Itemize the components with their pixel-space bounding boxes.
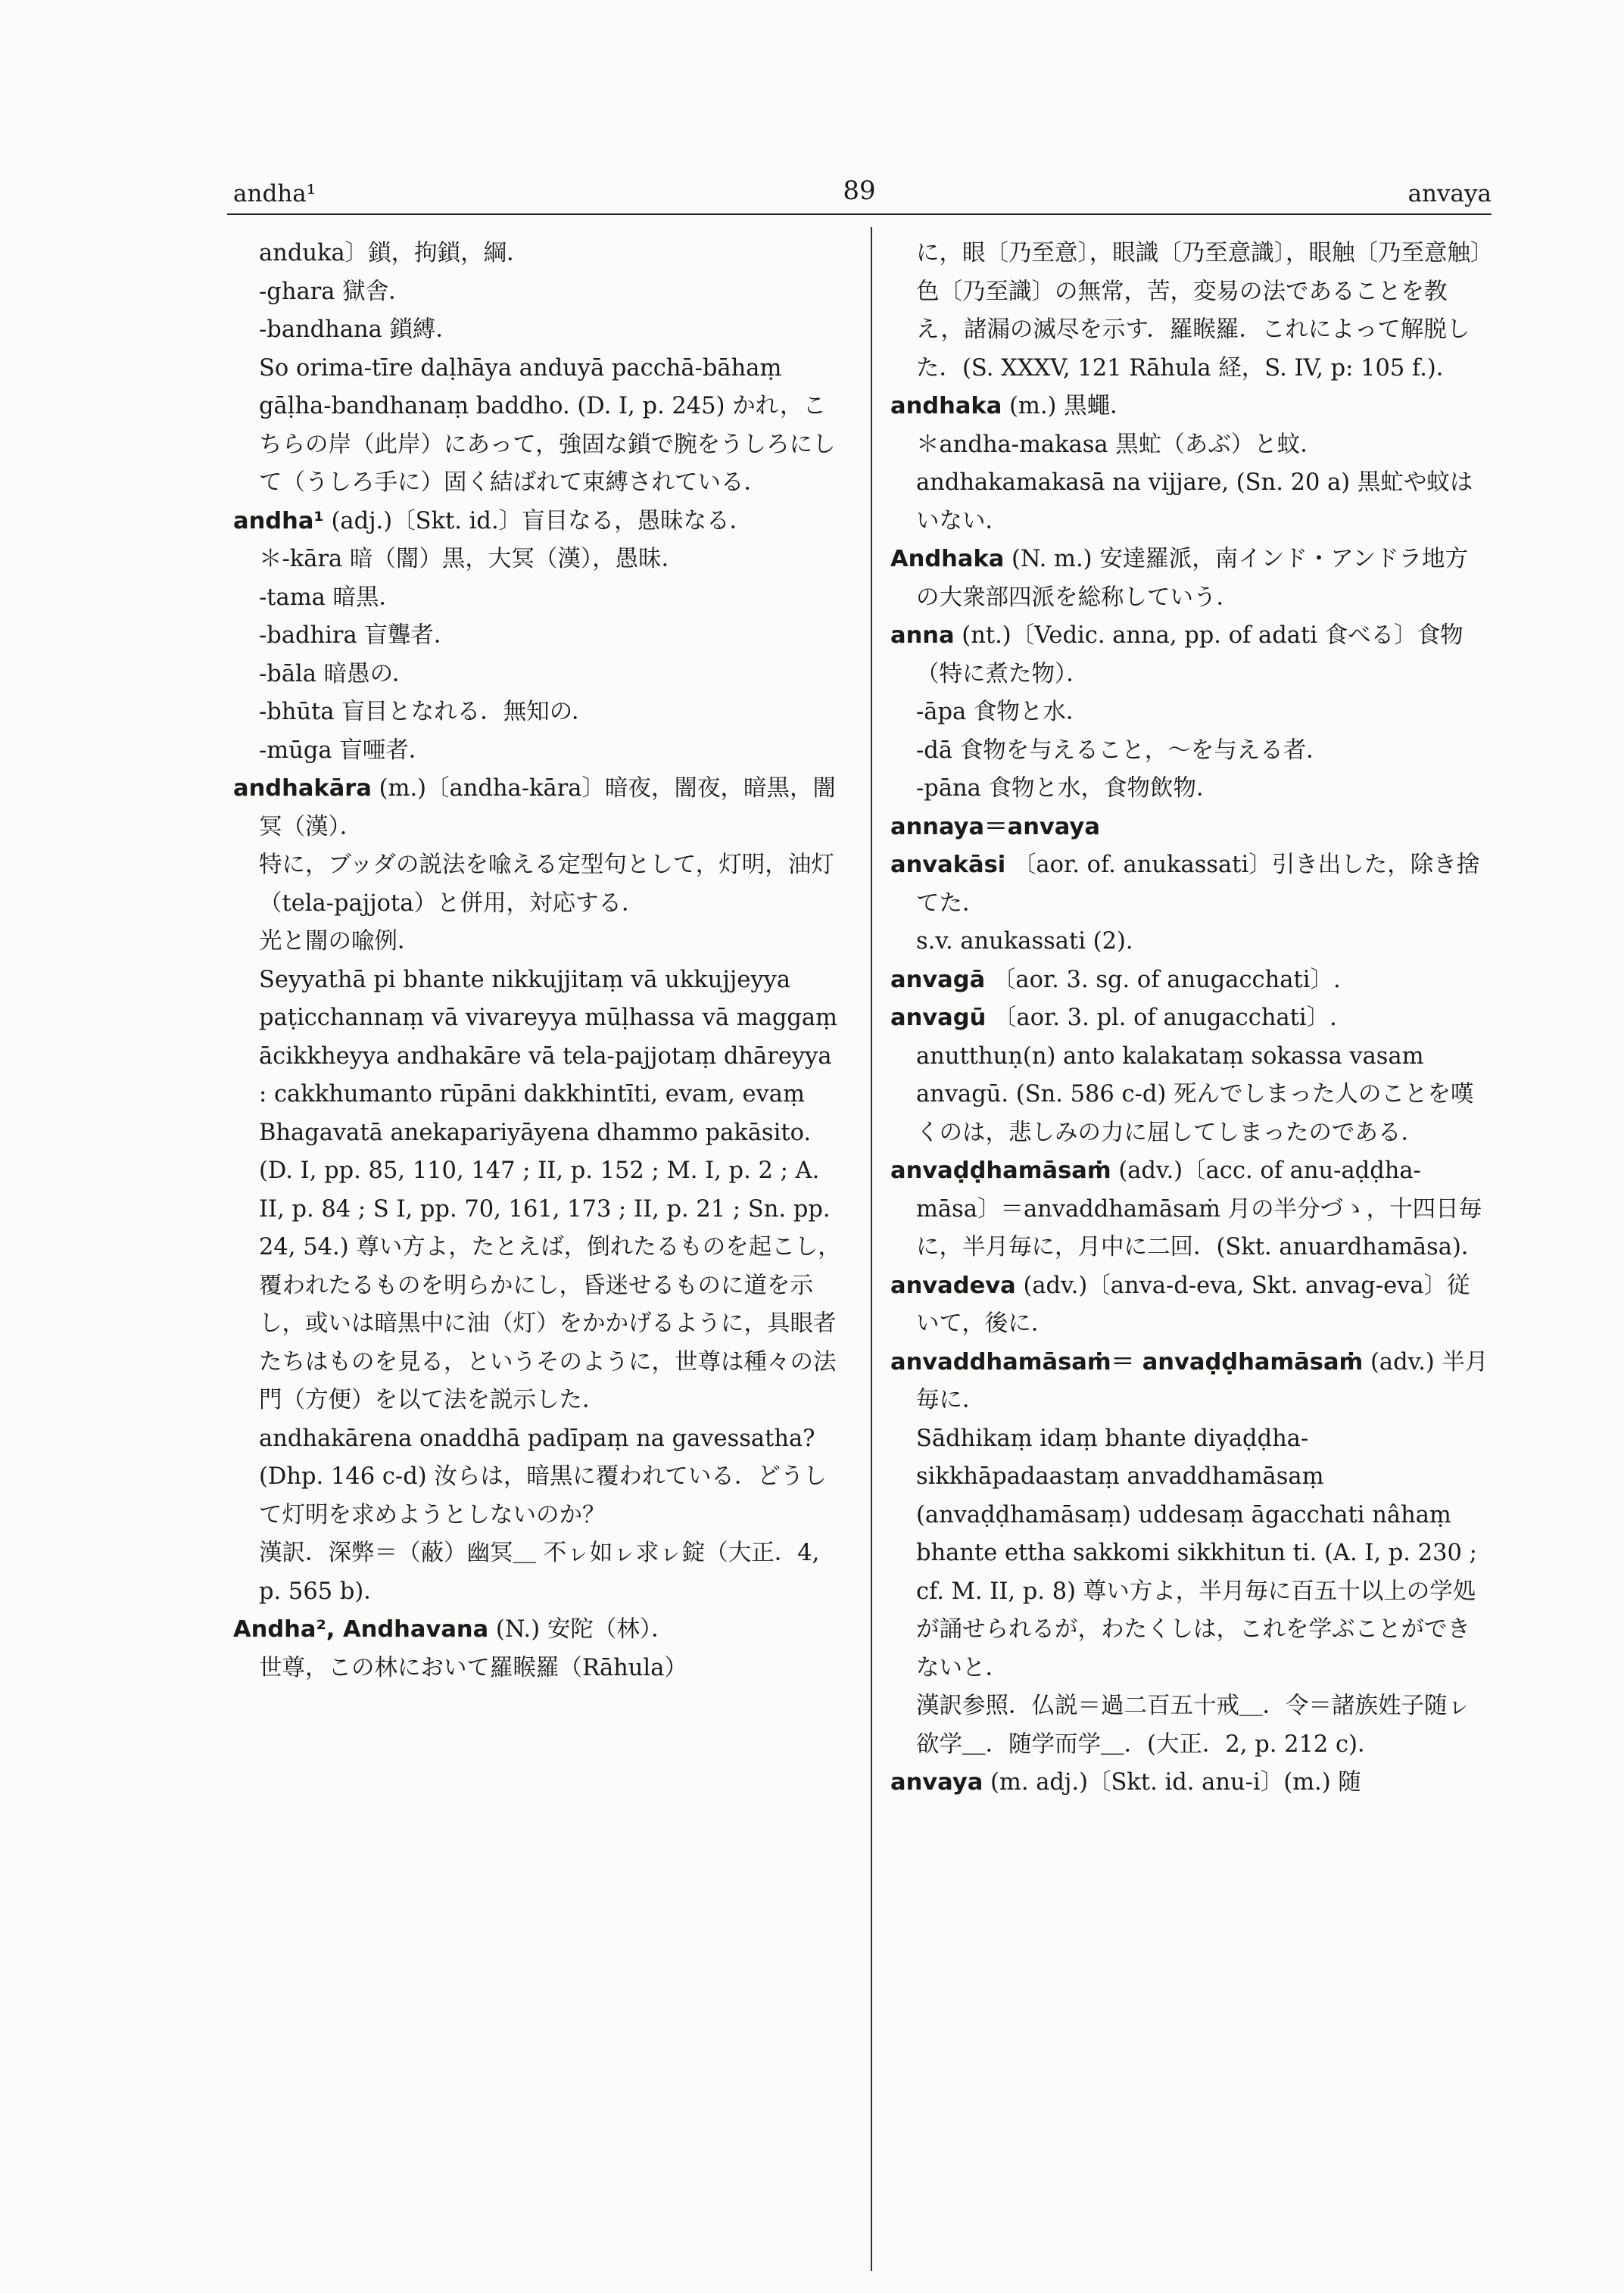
entry-text: -bāla 暗愚の． bbox=[259, 660, 416, 687]
dictionary-entry bbox=[890, 999, 1488, 1038]
entry-detail bbox=[233, 846, 845, 923]
entry-text: (m. adj.)〔Skt. id. anu-i〕(m.) 随 bbox=[990, 1769, 1361, 1796]
entry-text: Seyyathā pi bhante nikkujjitaṃ vā ukkujjeyya paṭicchannaṃ vā vivareyya mūḷhassa vā maggaṃ ācikkheyya andhakāre vā tela-pajjotaṃ dhāreyya : cakkhumanto rūpāni dakkhintīti, evam, evaṃ Bhagavatā anekapariyāyena dhammo pakāsito. (D. I, pp. 85, 110, 147 ; II, p. 152 ; M. I, p. 2 ; A. II, p. 84 ; S I, pp. 70, 161, 173 ; II, p. 21 ; Sn. pp. 24, 54.) 尊い方よ，たとえば，倒れたるものを起こし，覆われたるものを明らかにし，昏迷せるものに道を示し，或いは暗黒中に油（灯）をかかげるように，具眼者たちはものを見る，というそのように，世尊は種々の法門（方便）を以て法を説示した． bbox=[259, 966, 841, 1413]
entry-detail bbox=[890, 732, 1488, 771]
entry-detail bbox=[233, 1534, 845, 1611]
entry-text: 特に，ブッダの説法を喩える定型句として，灯明，油灯（tela-pajjota）と併用，対応する． bbox=[259, 852, 834, 917]
entry-detail bbox=[890, 693, 1488, 732]
entry-detail bbox=[233, 656, 845, 694]
entry-text: (adv.)〔anva-d-eva, Skt. anvag-eva〕従いて，後に． bbox=[916, 1272, 1470, 1337]
left-column bbox=[233, 235, 845, 2271]
headword: anvagā bbox=[890, 966, 986, 993]
entry-text: -āpa 食物と水． bbox=[916, 699, 1089, 725]
entry-detail bbox=[233, 693, 845, 732]
entry-detail bbox=[233, 235, 845, 273]
entry-text: -bhūta 盲目となれる．無知の． bbox=[259, 699, 595, 725]
entry-detail bbox=[233, 350, 845, 503]
entry-text: 漢訳参照．仏説＝過二百五十戒＿．令＝諸族姓子随ㇾ欲学＿．随学而学＿．(大正．2, p. 212 c)． bbox=[916, 1693, 1470, 1758]
entry-text: 〔aor. 3. sg. of anugacchati〕. bbox=[992, 966, 1341, 993]
headword: Andhaka bbox=[890, 546, 1005, 572]
entry-text: andhakamakasā na vijjare, (Sn. 20 a) 黒虻や蚊はいない． bbox=[916, 469, 1473, 534]
entry-detail bbox=[233, 311, 845, 350]
entry-text: (N.) 安陀（林）． bbox=[495, 1616, 675, 1643]
dictionary-entry bbox=[890, 617, 1488, 693]
header-right-guideword: anvaya bbox=[1407, 180, 1492, 207]
page-number: 89 bbox=[843, 176, 876, 206]
entry-text: -tama 暗黒． bbox=[259, 584, 403, 611]
entry-text: anutthuṇ(n) anto kalakataṃ sokassa vasam anvagū. (Sn. 586 c-d) 死んでしまった人のことを嘆くのは，悲しみの力に屈してしまったのである． bbox=[916, 1042, 1474, 1146]
entry-text: -mūga 盲唖者． bbox=[259, 737, 432, 764]
dictionary-entry bbox=[890, 961, 1488, 1000]
entry-detail bbox=[233, 923, 845, 961]
entry-detail bbox=[890, 464, 1488, 541]
headword: anna bbox=[890, 622, 955, 649]
entry-text: -badhira 盲聾者． bbox=[259, 622, 457, 649]
entry-text: andhakārena onaddhā padīpaṃ na gavessatha? (Dhp. 146 c-d) 汝らは，暗黒に覆われている．どうして灯明を求めようとしないのか？ bbox=[259, 1425, 827, 1528]
entry-detail bbox=[890, 923, 1488, 961]
entry-text: ＊-kāra 暗（闇）黒，大冥（漢），愚昧． bbox=[259, 546, 685, 572]
dictionary-entry bbox=[233, 503, 845, 541]
page-header bbox=[227, 176, 1492, 215]
entry-text: (nt.)〔Vedic. anna, pp. of adati 食べる〕食物（特に煮た物）． bbox=[916, 622, 1463, 687]
entry-detail bbox=[233, 961, 845, 1420]
entry-detail bbox=[890, 1038, 1488, 1153]
headword: anvaddhamāsaṁ＝ anvaḍḍhamāsaṁ bbox=[890, 1348, 1364, 1375]
entry-detail bbox=[233, 541, 845, 579]
dictionary-entry bbox=[890, 1764, 1488, 1802]
right-column bbox=[890, 235, 1488, 2271]
headword: anvakāsi bbox=[890, 852, 1006, 878]
entry-text: s.v. anukassati (2). bbox=[916, 928, 1133, 955]
entry-text: anduka〕鎖，拘鎖，綱． bbox=[259, 240, 530, 266]
entry-detail bbox=[890, 1687, 1488, 1764]
entry-detail bbox=[890, 426, 1488, 465]
entry-detail bbox=[890, 1420, 1488, 1688]
entry-text: 光と闇の喩例． bbox=[259, 928, 421, 955]
headword: annaya＝anvaya bbox=[890, 813, 1100, 840]
dictionary-entry bbox=[890, 808, 1488, 847]
headword: anvaḍḍhamāsaṁ bbox=[890, 1157, 1111, 1184]
entry-text: -bandhana 鎖縛． bbox=[259, 316, 460, 343]
entry-detail bbox=[233, 273, 845, 312]
headword: anvagū bbox=[890, 1005, 987, 1031]
headword: andhaka bbox=[890, 393, 1002, 419]
entry-detail bbox=[233, 617, 845, 656]
dictionary-entry bbox=[890, 1267, 1488, 1344]
headword: Andha², Andhavana bbox=[233, 1616, 489, 1643]
headword: anvaya bbox=[890, 1769, 983, 1796]
entry-detail bbox=[890, 235, 1488, 388]
entry-detail bbox=[233, 1420, 845, 1535]
entry-text: に，眼〔乃至意〕，眼識〔乃至意識〕，眼触〔乃至意触〕色〔乃至識〕の無常，苦，変易の法であることを教え，諸漏の滅尽を示す．羅睺羅．これによって解脱した．(S. XXXV, 121 Rāhula 経，S. IV, p: 105 f.)． bbox=[916, 240, 1482, 382]
dictionary-entry bbox=[890, 388, 1488, 426]
entry-text: So orima-tīre daḷhāya anduyā pacchā-bāhaṃ gāḷha-bandhanaṃ baddho. (D. I, p. 245) かれ，こちらの岸（此岸）にあって，強固な鎖で腕をうしろにして（うしろ手に）固く結ばれて束縛されている． bbox=[259, 354, 836, 496]
entry-text: (adj.)〔Skt. id.〕盲目なる，愚昧なる． bbox=[331, 507, 753, 534]
entry-detail bbox=[233, 1650, 845, 1688]
entry-detail bbox=[233, 579, 845, 618]
entry-text: (N. m.) 安達羅派，南インド・アンドラ地方の大衆部四派を総称していう． bbox=[916, 546, 1469, 611]
entry-text: 漢訳．深弊＝（蔽）幽冥＿ 不ㇾ如ㇾ求ㇾ錠（大正．4, p. 565 b)． bbox=[259, 1540, 820, 1605]
entry-text: (adv.) 半月毎に． bbox=[916, 1348, 1488, 1413]
entry-text: -ghara 獄舎． bbox=[259, 278, 412, 305]
dictionary-entry bbox=[890, 541, 1488, 617]
entry-detail bbox=[233, 732, 845, 771]
headword: andha¹ bbox=[233, 507, 324, 534]
dictionary-entry bbox=[890, 1344, 1488, 1420]
entry-text: 〔aor. of. anukassati〕引き出した，除き捨てた． bbox=[916, 852, 1480, 917]
dictionary-entry bbox=[890, 1152, 1488, 1267]
headword: anvadeva bbox=[890, 1272, 1016, 1299]
entry-text: ＊andha-makasa 黒虻（あぶ）と蚊． bbox=[916, 431, 1323, 458]
header-left-guideword: andha¹ bbox=[233, 180, 316, 207]
dictionary-entry bbox=[890, 846, 1488, 923]
entry-text: Sādhikaṃ idaṃ bhante diyaḍḍha-sikkhāpadaastaṃ anvaddhamāsaṃ (anvaḍḍhamāsaṃ) uddesaṃ āgacchati nâhaṃ bhante ettha sakkomi sikkhitun ti. (A. I, p. 230 ; cf. M. II, p. 8) 尊い方よ，半月毎に百五十以上の学処が誦せられるが，わたくしは，これを学ぶことができないと． bbox=[916, 1425, 1477, 1681]
entry-detail bbox=[890, 770, 1488, 808]
dictionary-entry bbox=[233, 770, 845, 846]
entry-text: (adv.)〔acc. of anu-aḍḍha-māsa〕＝anvaddhamāsaṁ 月の半分づゝ，十四日毎に，半月毎に，月中に二回．(Skt. anuardhamāsa)． bbox=[916, 1157, 1485, 1260]
entry-text: -pāna 食物と水，食物飲物． bbox=[916, 775, 1220, 802]
dictionary-entry bbox=[233, 1611, 845, 1650]
entry-text: -dā 食物を与えること，〜を与える者． bbox=[916, 737, 1329, 764]
entry-text: 〔aor. 3. pl. of anugacchati〕. bbox=[993, 1005, 1337, 1031]
entry-text: (m.)〔andha-kāra〕暗夜，闇夜，暗黒，闇冥（漢）． bbox=[259, 775, 836, 840]
column-divider bbox=[871, 227, 872, 2271]
entry-text: (m.) 黒蠅． bbox=[1009, 393, 1133, 419]
headword: andhakāra bbox=[233, 775, 372, 802]
entry-text: 世尊，この林において羅睺羅（Rāhula） bbox=[259, 1654, 687, 1681]
